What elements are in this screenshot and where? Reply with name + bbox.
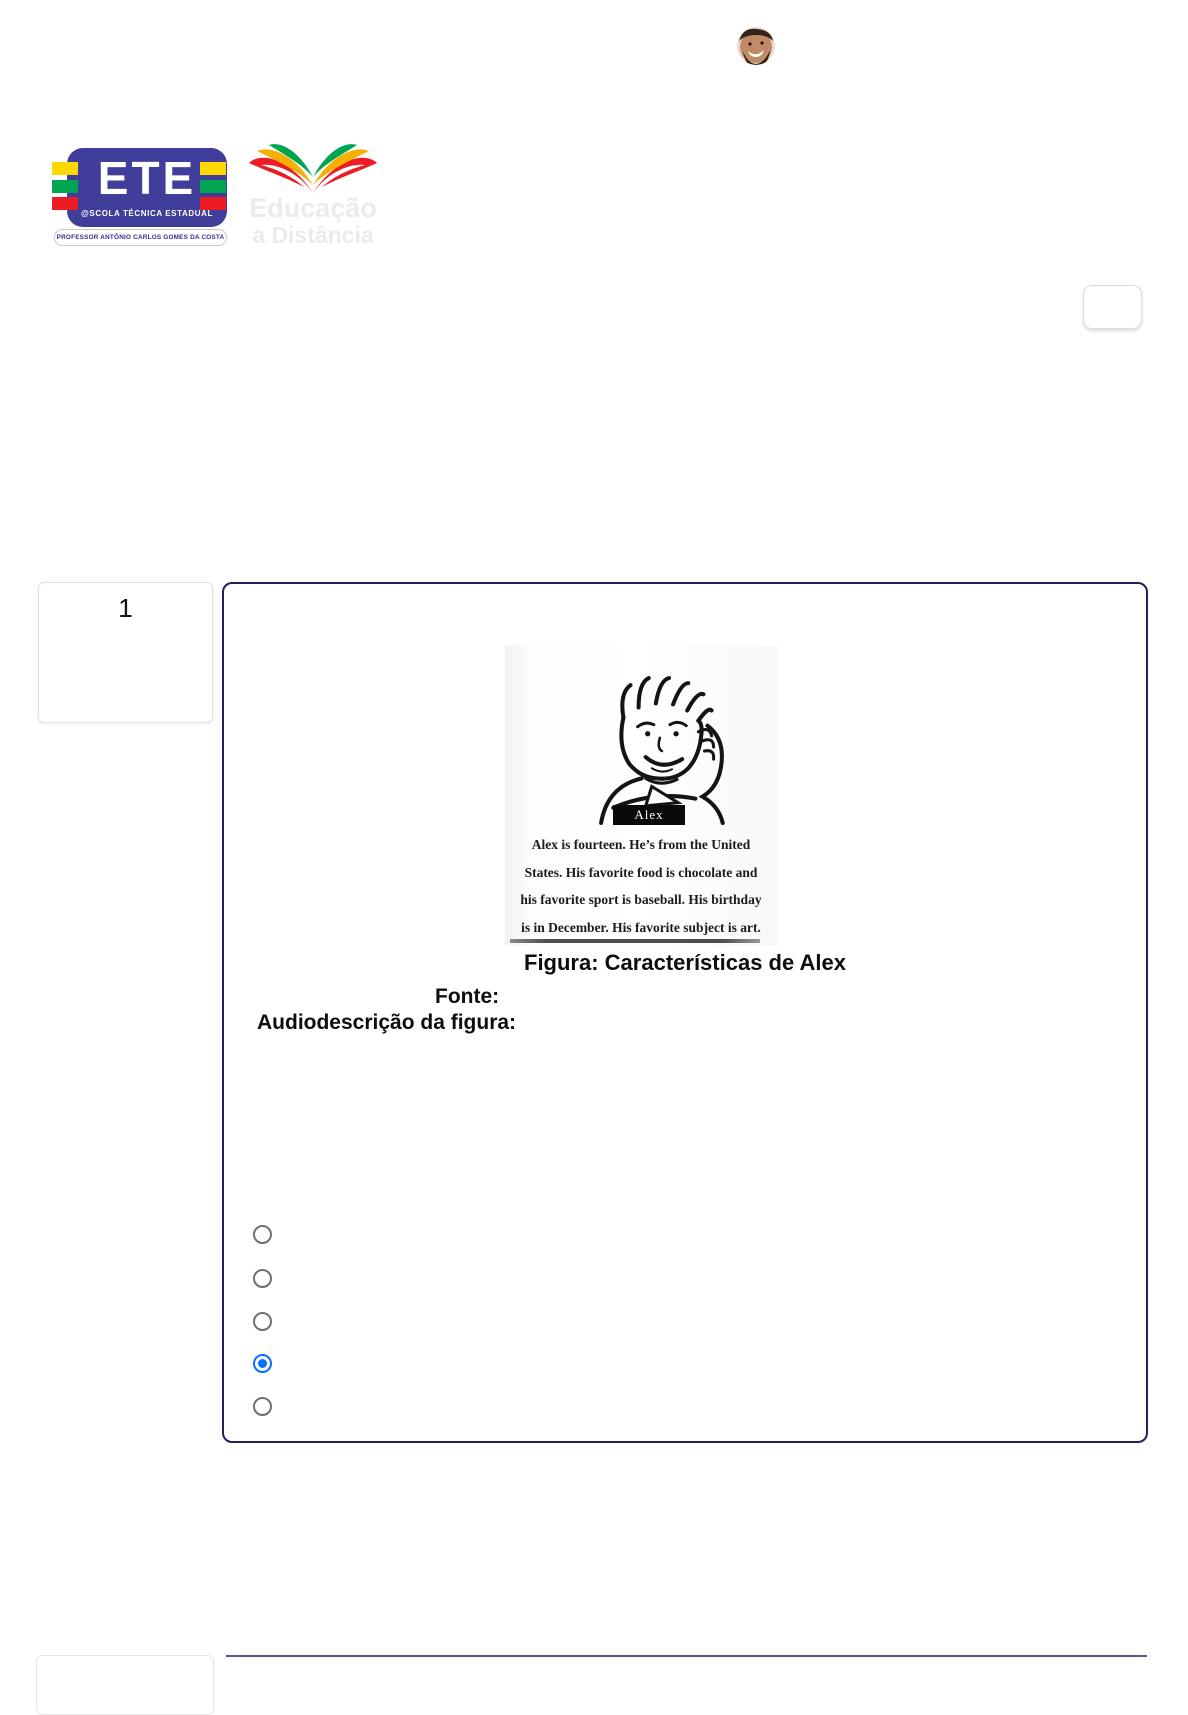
answer-option-5[interactable] [253, 1396, 282, 1416]
cartoon-boy-drawing [593, 673, 745, 825]
next-question-container-edge [226, 1655, 1147, 1715]
question-number: 1 [118, 593, 133, 623]
ete-school-type: @SCOLA TÉCNICA ESTADUAL [81, 209, 213, 218]
answer-option-1[interactable] [253, 1224, 282, 1244]
figure-text-line: is in December. His favorite subject is art. [521, 919, 761, 935]
figure-name-tag: Alex [613, 805, 685, 825]
user-avatar[interactable] [737, 27, 775, 65]
figure-text-line: Alex is fourteen. He’s from the United [531, 837, 751, 852]
open-book-icon [247, 143, 379, 199]
ead-text-line2: a Distância [252, 222, 374, 248]
figure-text-line: his favorite sport is baseball. His birthday [520, 892, 762, 907]
figure-text-line: States. His favorite food is chocolate and [524, 864, 758, 880]
radio-unselected-icon[interactable] [253, 1225, 272, 1244]
figure-caption: Figura: Características de Alex [524, 950, 846, 975]
ead-logo [247, 143, 379, 249]
answer-option-2[interactable] [253, 1268, 282, 1288]
question-number-card [38, 582, 213, 723]
ead-text-line1: Educação [249, 193, 377, 223]
figure-source-label: Fonte: [435, 985, 500, 1008]
radio-selected-icon[interactable] [253, 1354, 272, 1373]
figure-audiodescription-label: Audiodescrição da figura: [257, 1011, 517, 1034]
menu-toggle-button[interactable] [1083, 285, 1142, 329]
figure-image-alex [505, 645, 777, 946]
radio-unselected-icon[interactable] [253, 1269, 272, 1288]
radio-unselected-icon[interactable] [253, 1312, 272, 1331]
ete-school-logo [52, 148, 228, 246]
radio-unselected-icon[interactable] [253, 1397, 272, 1416]
figure-text-block [505, 831, 777, 941]
next-question-number-card-edge [36, 1655, 214, 1715]
answer-option-4[interactable] [253, 1353, 282, 1373]
figure-underline-bar [510, 939, 760, 943]
ead-logo-text [247, 195, 379, 247]
ete-school-name: PROFESSOR ANTÔNIO CARLOS GOMES DA COSTA [54, 229, 227, 246]
ete-acronym: ETE [97, 152, 197, 204]
avatar-face-graphic [737, 27, 775, 65]
answer-option-3[interactable] [253, 1311, 282, 1331]
